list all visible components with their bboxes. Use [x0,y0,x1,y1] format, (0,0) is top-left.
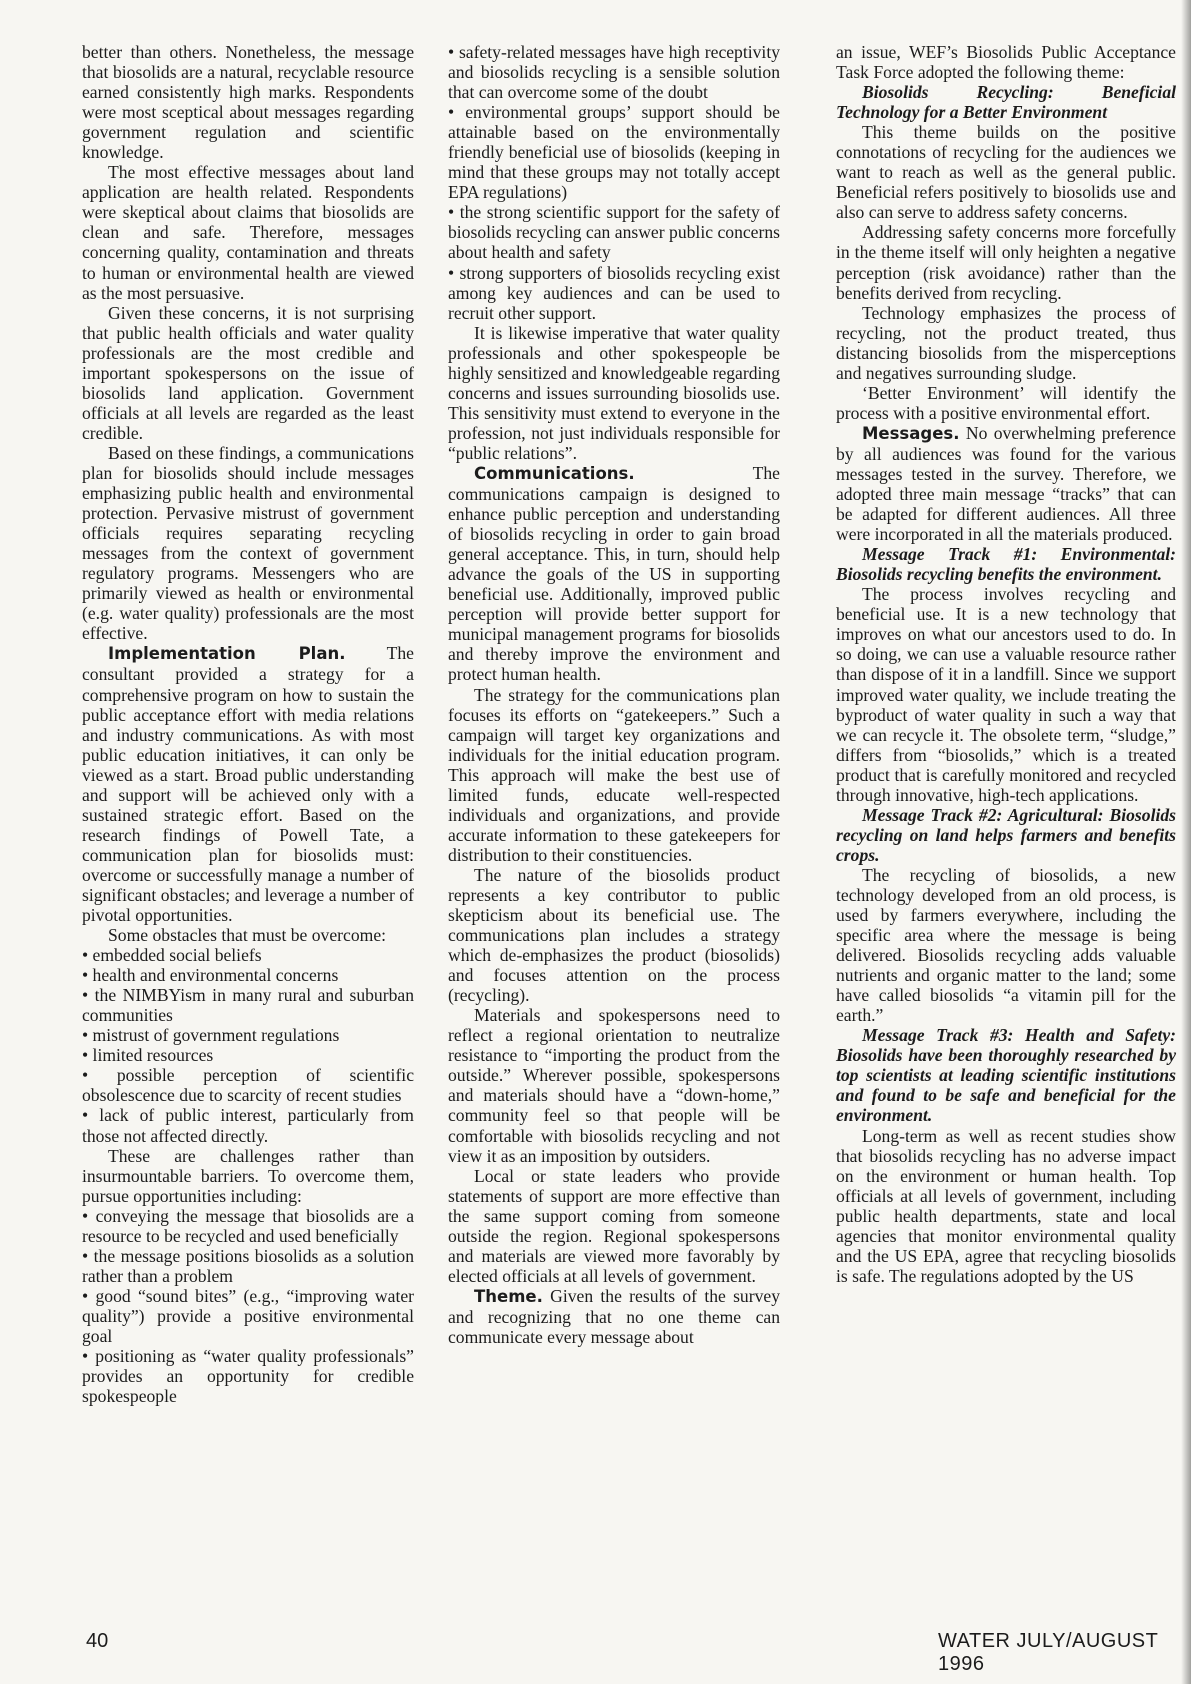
bullet-item: • the message positions biosolids as a solution rather than a problem [82,1245,414,1286]
paragraph: The nature of the biosolids product represents a key contributor to public skepticism about its beneficial use. The communications plan includes a strategy which de-emphasizes the product (biosolids) and focuses attention on the process (recycling). [448,864,780,1006]
section-heading-implementation-plan: Implementation Plan. [108,644,346,664]
column-2 [448,42,780,1347]
journal-footer: WATER JULY/AUGUST 1996 [938,1630,1159,1675]
bullet-item: • possible perception of scientific obsolescence due to scarcity of recent studies [82,1065,414,1106]
bullet-item: • good “sound bites” (e.g., “improving water quality”) provide a positive environmental goal [82,1285,414,1346]
paragraph: ‘Better Environment’ will identify the process with a positive environmental effort. [836,382,1176,423]
paragraph: Local or state leaders who provide statements of support are more effective than the same support coming from someone outside the region. Regional spokespersons and materials are viewed more favorably by elected officials at all levels of government. [448,1165,780,1286]
paragraph-text: The consultant provided a strategy for a comprehensive program on how to sustain the public acceptance effort with media relations and industry communications. As with most public education initiatives, it can only be viewed as a start. Broad public understanding and support will be achieved only with a sustained strategic effort. Based on the research findings of Powell Tate, a communication plan for biosolids must: overcome or successfully manage a number of significant obstacles; and leverage a number of pivotal opportunities. [82,643,414,926]
paragraph: Addressing safety concerns more forcefully in the theme itself will only heighten a negative perception (risk avoidance) rather than the benefits derived from recycling. [836,222,1176,303]
bullet-item: • environmental groups’ support should be attainable based on the environmentally friendly beneficial use of biosolids (keeping in mind that these groups may not totally accept EPA regulations) [448,102,780,203]
bullet-item: • limited resources [82,1045,214,1066]
bullet-item: • conveying the message that biosolids are a resource to be recycled and used beneficially [82,1205,414,1246]
paragraph-text: The communications campaign is designed to enhance public perception and understanding of biosolids recycling in order to gain broad general acceptance. This, in turn, should help advance the goals of the US in supporting beneficial use. Additionally, improved public perception will provide better support for municipal management programs for biosolids and thereby improve the environment and protect human health. [448,462,780,685]
paragraph [82,643,414,925]
paragraph: Long-term as well as recent studies show that biosolids recycling has no adverse impact on the environment or human health. Top officials at all levels of government, including public health departments, state and local agencies that monitor environmental quality and the US EPA, agree that recycling biosolids is safe. The regulations adopted by the US [836,1125,1176,1286]
bullet-item: • embedded social beliefs [82,945,262,966]
paragraph: Technology emphasizes the process of recycling, not the product treated, thus distancing biosolids from the misperceptions and negatives surrounding sludge. [836,302,1176,383]
bullet-item: • health and environmental concerns [82,965,339,986]
theme-statement: Biosolids Recycling: Beneficial Technology for a Better Environment [836,82,1176,123]
page-edge-shadow [1181,0,1191,1684]
section-heading-messages: Messages. [862,423,960,443]
paragraph: Given these concerns, it is not surprising that public health officials and water quality professionals are the most credible and important spokespersons on the issue of biosolids land application. Government officials at all levels are regarded as the least credible. [82,302,414,443]
paragraph: Materials and spokespersons need to reflect a regional orientation to neutralize resistance to “importing the product from the outside.” Wherever possible, spokespersons and materials should have a “down-home,” community feel so that people will be comfortable with biosolids recycling and not view it as an imposition by outsiders. [448,1005,780,1166]
paragraph: Some obstacles that must be overcome: [108,925,387,946]
paragraph [836,423,1176,544]
paragraph-text: Given the results of the survey and recognizing that no one theme can communicate every message about [448,1285,780,1347]
bullet-item: • safety-related messages have high receptivity and biosolids recycling is a sensible solution that can overcome some of the doubt [448,42,780,103]
paragraph: It is likewise imperative that water quality professionals and other spokespeople be highly sensitized and knowledgeable regarding concerns and issues surrounding biosolids use. This sensitivity must extend to everyone in the profession, not just individuals responsible for “public relations”. [448,322,780,463]
section-heading-theme: Theme. [474,1286,543,1306]
bullet-item: • the strong scientific support for the safety of biosolids recycling can answer public concerns about health and safety [448,202,780,263]
message-track-heading: Message Track #1: Environmental: Biosolids recycling benefits the environment. [836,544,1176,585]
page-number: 40 [86,1630,109,1652]
paragraph: The most effective messages about land application are health related. Respondents were skeptical about claims that biosolids are clean and safe. Therefore, messages concerning quality, contamination and threats to human or environmental health are viewed as the most persuasive. [82,162,414,303]
bullet-item: • the NIMBYism in many rural and suburban communities [82,985,414,1026]
bullet-item: • strong supporters of biosolids recycling exist among key audiences and can be used to recruit other support. [448,262,780,323]
paragraph: The strategy for the communications plan focuses its efforts on “gatekeepers.” Such a campaign will target key organizations and individuals for the initial education program. This approach will make the best use of limited funds, educate well-respected individuals and organizations, and provide accurate information to these gatekeepers for distribution to their constituencies. [448,684,780,865]
paragraph: The process involves recycling and beneficial use. It is a new technology that improves on what our ancestors used to do. In so doing, we can use a valuable resource rather than dispose of it in a landfill. Since we support improved water quality, we include treating the byproduct of water quality in such a way that we can recycle it. The obsolete term, “sludge,” differs from “biosolids,” which is a treated product that is carefully monitored and recycled through innovative, high-tech applications. [836,584,1176,805]
paragraph: The recycling of biosolids, a new technology developed from an old process, is used by farmers everywhere, including the specific area where the message is being delivered. Biosolids recycling adds valuable nutrients and organic matter to the land; some have called biosolids “a vitamin pill for the earth.” [836,864,1176,1026]
paragraph: These are challenges rather than insurmountable barriers. To overcome them, pursue opportunities including: [82,1145,414,1206]
paragraph [448,463,780,685]
paragraph: better than others. Nonetheless, the message that biosolids are a natural, recyclable resource earned consistently high marks. Respondents were most sceptical about messages regarding government regulation and scientific knowledge. [82,42,414,163]
bullet-item: • lack of public interest, particularly from those not affected directly. [82,1105,414,1146]
message-track-heading: Message Track #2: Agricultural: Biosolids recycling on land helps farmers and benefits crops. [836,804,1176,865]
message-track-heading: Message Track #3: Health and Safety: Biosolids have been thoroughly researched by top scientists at leading scientific institutions and found to be safe and beneficial for the environment. [836,1025,1176,1126]
bullet-item: • positioning as “water quality professionals” provides an opportunity for credible spokespeople [82,1346,414,1407]
bullet-item: • mistrust of government regulations [82,1025,340,1046]
column-1 [82,42,414,1406]
column-3 [836,42,1176,1286]
paragraph-text: No overwhelming preference by all audiences was found for the various messages tested in the survey. Therefore, we adopted three main message “tracks” that can be adapted for different audiences. All three were incorporated in all the materials produced. [836,422,1176,545]
paragraph: Based on these findings, a communications plan for biosolids should include messages emphasizing public health and environmental protection. Pervasive mistrust of government officials requires separating recycling messages from the context of government regulatory programs. Messengers who are primarily viewed as health or environmental (e.g. water quality) professionals are the most effective. [82,442,414,644]
paragraph: an issue, WEF’s Biosolids Public Acceptance Task Force adopted the following theme: [836,42,1176,83]
paragraph: This theme builds on the positive connotations of recycling for the audiences we want to reach as well as the general public. Beneficial refers positively to biosolids use and also can serve to address safety concerns. [836,122,1176,223]
paragraph [448,1286,780,1347]
section-heading-communications: Communications. [474,463,635,483]
